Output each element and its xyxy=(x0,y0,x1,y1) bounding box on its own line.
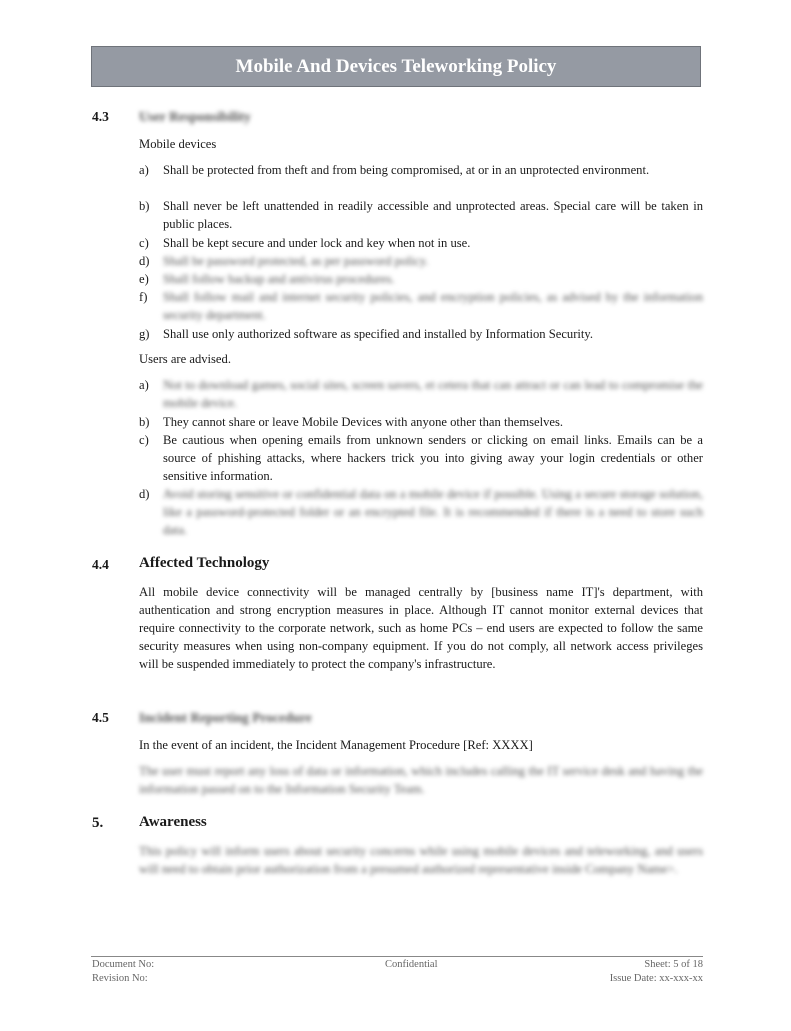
section-number: 4.4 xyxy=(92,557,109,572)
list-item: c) Be cautious when opening emails from unknown senders or clicking on email links. Emails can be a source of phishing attacks, where hackers trick you into giving away your login credentials or other sensitive information. xyxy=(139,433,703,483)
list-item: b) They cannot share or leave Mobile Devices with anyone other than themselves. xyxy=(139,415,564,429)
issue-date: Issue Date: xx-xxx-xx xyxy=(609,973,703,984)
document-title-bar xyxy=(91,46,701,87)
section-number: 4.5 xyxy=(92,710,109,725)
list-item: g) Shall use only authorized software as specified and installed by Information Security. xyxy=(139,327,594,341)
intro-mobile-devices: Mobile devices xyxy=(139,137,217,151)
incident-body-2: The user must report any loss of data or information, which includes calling the IT service desk and having the information passed on to the Information Security Team. xyxy=(139,764,703,796)
footer-divider xyxy=(91,956,703,957)
list-item: a) Shall be protected from theft and from being compromised, at or in an unprotected environment. xyxy=(139,163,650,177)
document-title: Mobile And Devices Teleworking Policy xyxy=(235,55,557,77)
incident-body-1: In the event of an incident, the Incident Management Procedure [Ref: XXXX] xyxy=(139,738,533,752)
list-item: d) Avoid storing sensitive or confidential data on a mobile device if possible. Using a secure storage solution, like a password-protected folder or an encrypted file. It is recommended if there is a need to store such data. xyxy=(139,487,703,537)
list-item: b) Shall never be left unattended in readily accessible and unprotected areas. Special care will be taken in public places. xyxy=(139,199,703,231)
section-title: Affected Technology xyxy=(139,555,270,571)
sheet-number: Sheet: 5 of 18 xyxy=(644,959,703,970)
revision-number-label: Revision No: xyxy=(92,973,148,984)
classification-label: Confidential xyxy=(385,959,438,970)
intro-users-advised: Users are advised. xyxy=(139,352,231,366)
list-item: d) Shall be password protected, as per password policy. xyxy=(139,254,429,268)
affected-technology-body: All mobile device connectivity will be managed centrally by [business name IT]'s department, with authentication and strong encryption measures in place. Although IT cannot monitor external devices that require connectivity to the corporate network, such as home PCs – end users are expected to follow the same security measures when using non-company equipment. If you do not comply, all network access privileges will be suspended immediately to protect the company's infrastructure. xyxy=(139,585,703,671)
section-title: Incident Reporting Procedure xyxy=(139,710,312,725)
list-item: c) Shall be kept secure and under lock and key when not in use. xyxy=(139,236,471,250)
list-item: a) Not to download games, social sites, screen savers, et cetera that can attract or can lead to compromise the mobile device. xyxy=(139,378,703,410)
awareness-body: This policy will inform users about security concerns while using mobile devices and teleworking, and users will need to obtain prior authorization from a presumed authorized representative inside Company Name>. xyxy=(139,844,703,876)
section-title: User Responsibility xyxy=(139,109,251,124)
document-number-label: Document No: xyxy=(92,959,155,970)
section-title: Awareness xyxy=(139,814,207,830)
section-number: 4.3 xyxy=(92,109,109,124)
section-number: 5. xyxy=(92,815,104,831)
list-item: e) Shall follow backup and antivirus procedures. xyxy=(139,272,395,286)
list-item: f) Shall follow mail and internet security policies, and encryption policies, as advised by the information security department. xyxy=(139,290,703,322)
